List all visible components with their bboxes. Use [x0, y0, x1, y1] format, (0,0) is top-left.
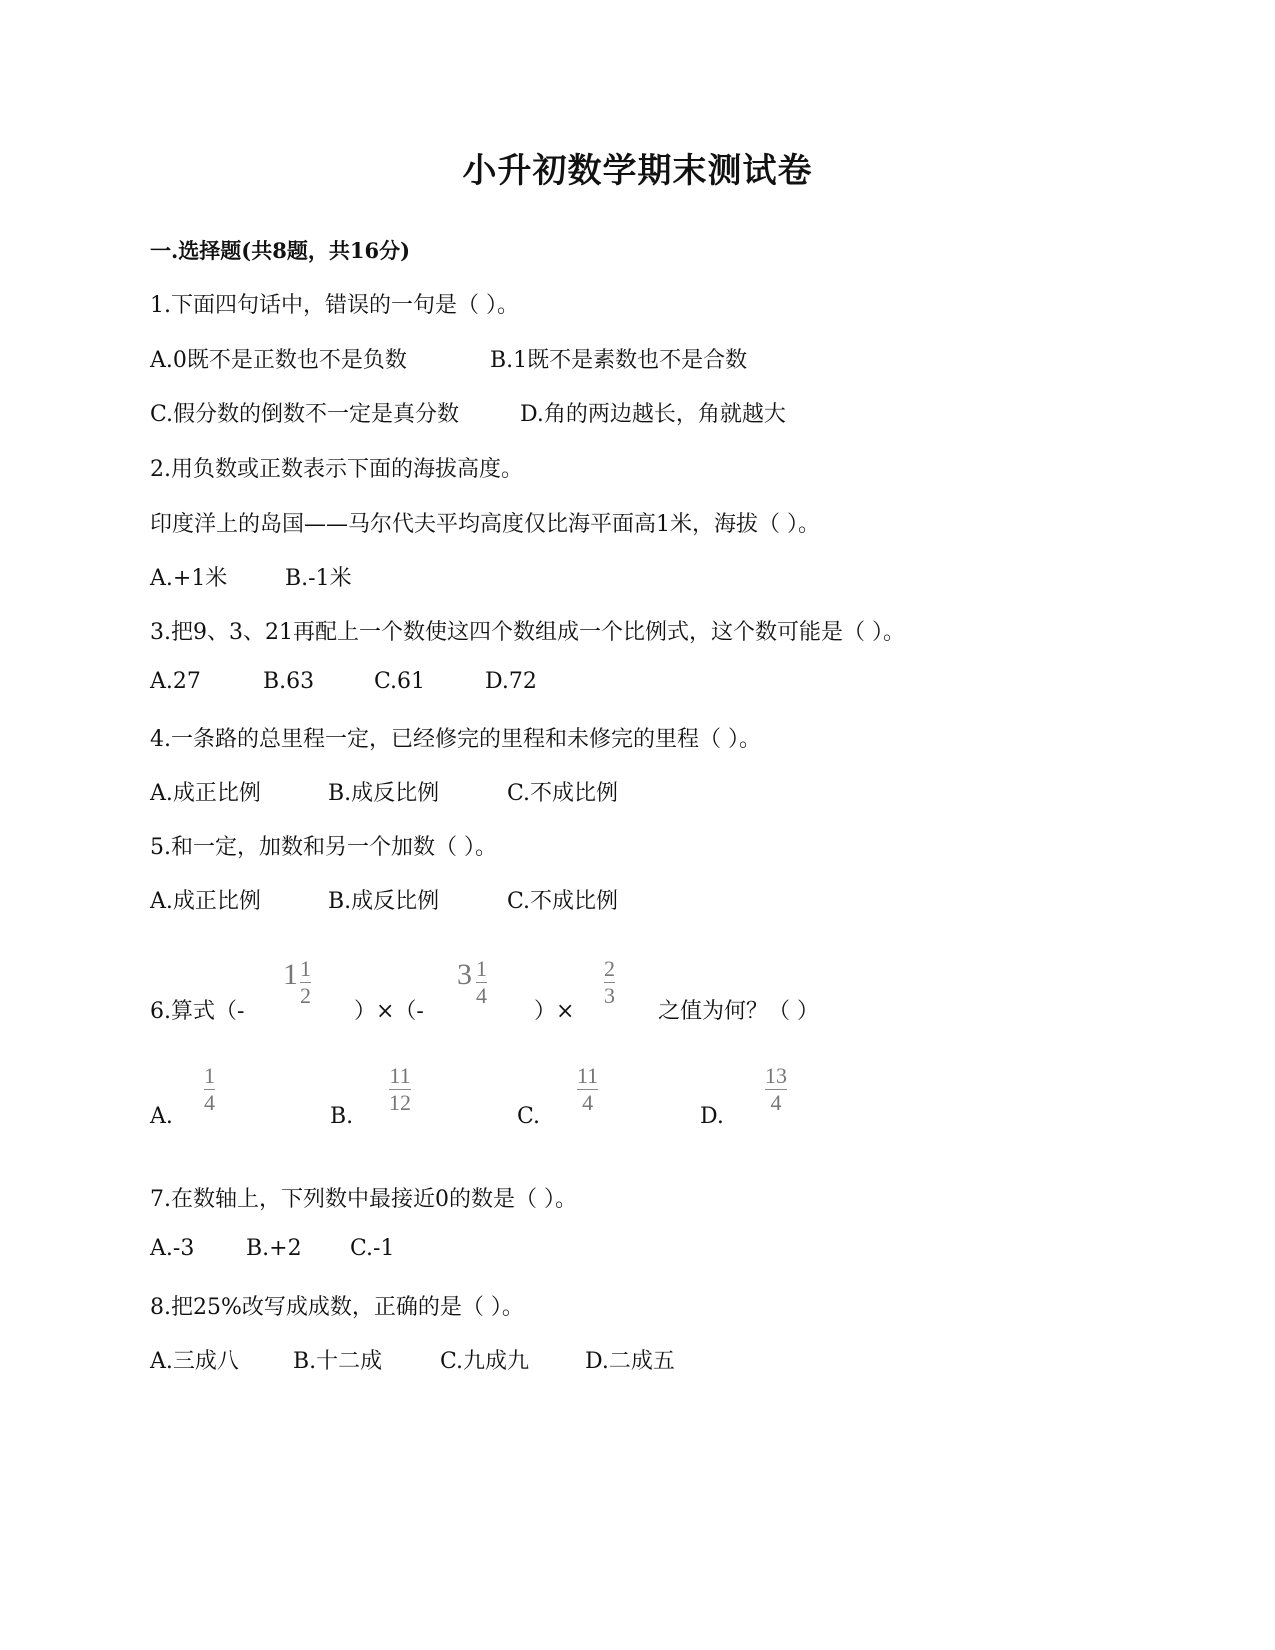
q2-option-b: B.-1米 [285, 566, 352, 591]
q6-fraction-1-denominator: 2 [300, 983, 311, 1008]
q6-text-3: ）× [534, 999, 575, 1024]
page-title: 小升初数学期末测试卷 [462, 151, 813, 191]
q2-option-a: A.+1米 [150, 566, 228, 591]
question-5: 5.和一定，加数和另一个加数（ ）。 [150, 835, 497, 860]
q6-fraction-2-denominator: 4 [476, 983, 487, 1008]
q6-option-d: D. [700, 1104, 724, 1129]
question-1: 1.下面四句话中，错误的一句是（ ）。 [150, 293, 519, 318]
q6-option-d-fraction [765, 1064, 787, 1115]
q6-fraction-1-whole: 1 [283, 958, 298, 991]
q6-option-a: A. [150, 1104, 173, 1129]
q6-fraction-2-numerator: 1 [476, 956, 487, 981]
q6-fraction-1 [300, 957, 311, 1008]
q5-option-b: B.成反比例 [328, 889, 440, 914]
q5-option-a: A.成正比例 [150, 889, 261, 914]
q6-fraction-2 [476, 957, 487, 1008]
q6-option-d-denominator: 4 [770, 1090, 782, 1115]
q8-option-d: D.二成五 [585, 1349, 675, 1374]
q6-option-d-numerator: 13 [765, 1063, 787, 1088]
q6-option-c-numerator: 11 [577, 1063, 599, 1088]
q6-option-c: C. [517, 1104, 541, 1129]
q7-option-b: B.+2 [246, 1236, 302, 1261]
q6-option-b: B. [330, 1104, 354, 1129]
q1-option-c: C.假分数的倒数不一定是真分数 [150, 402, 460, 427]
q6-option-c-fraction [577, 1064, 598, 1115]
q6-option-c-denominator: 4 [582, 1090, 594, 1115]
question-7: 7.在数轴上，下列数中最接近0的数是（ ）。 [150, 1187, 577, 1212]
q5-option-c: C.不成比例 [507, 889, 619, 914]
q1-option-a: A.0既不是正数也不是负数 [150, 348, 407, 373]
q6-fraction-1-numerator: 1 [300, 956, 311, 981]
q7-option-a: A.-3 [150, 1236, 195, 1261]
question-3: 3.把9、3、21再配上一个数使这四个数组成一个比例式，这个数可能是（ ）。 [150, 620, 905, 645]
q3-option-c: C.61 [374, 669, 426, 694]
q8-option-c: C.九成九 [440, 1349, 530, 1374]
q6-fraction-2-whole: 3 [457, 958, 472, 991]
q6-option-a-fraction [204, 1064, 215, 1115]
q6-fraction-3-denominator: 3 [604, 983, 615, 1008]
section-heading: 一.选择题(共8题，共16分) [150, 238, 411, 263]
q3-option-d: D.72 [485, 669, 537, 694]
q3-option-a: A.27 [150, 669, 201, 694]
question-4: 4.一条路的总里程一定，已经修完的里程和未修完的里程（ ）。 [150, 727, 761, 752]
q3-option-b: B.63 [263, 669, 315, 694]
q6-text-1: 6.算式（- [150, 999, 245, 1024]
q6-fraction-3-numerator: 2 [604, 956, 615, 981]
q1-option-b: B.1既不是素数也不是合数 [490, 348, 748, 373]
q6-option-b-denominator: 12 [389, 1090, 411, 1115]
q1-option-d: D.角的两边越长，角就越大 [520, 402, 786, 427]
q8-option-b: B.十二成 [293, 1349, 383, 1374]
q6-option-b-fraction [389, 1064, 411, 1115]
q6-option-b-numerator: 11 [389, 1063, 411, 1088]
q8-option-a: A.三成八 [150, 1349, 239, 1374]
q7-option-c: C.-1 [350, 1236, 395, 1261]
q6-option-a-denominator: 4 [204, 1090, 215, 1115]
question-2-detail: 印度洋上的岛国——马尔代夫平均高度仅比海平面高1米，海拔（ ）。 [150, 512, 820, 537]
question-8: 8.把25%改写成成数，正确的是（ ）。 [150, 1295, 524, 1320]
q6-text-2: ）×（- [354, 999, 424, 1024]
q4-option-c: C.不成比例 [507, 781, 619, 806]
q4-option-b: B.成反比例 [328, 781, 440, 806]
q4-option-a: A.成正比例 [150, 781, 261, 806]
q6-fraction-3 [604, 957, 615, 1008]
q6-text-4: 之值为何？（ ） [658, 999, 819, 1024]
q6-option-a-numerator: 1 [204, 1063, 215, 1088]
question-2: 2.用负数或正数表示下面的海拔高度。 [150, 457, 523, 482]
